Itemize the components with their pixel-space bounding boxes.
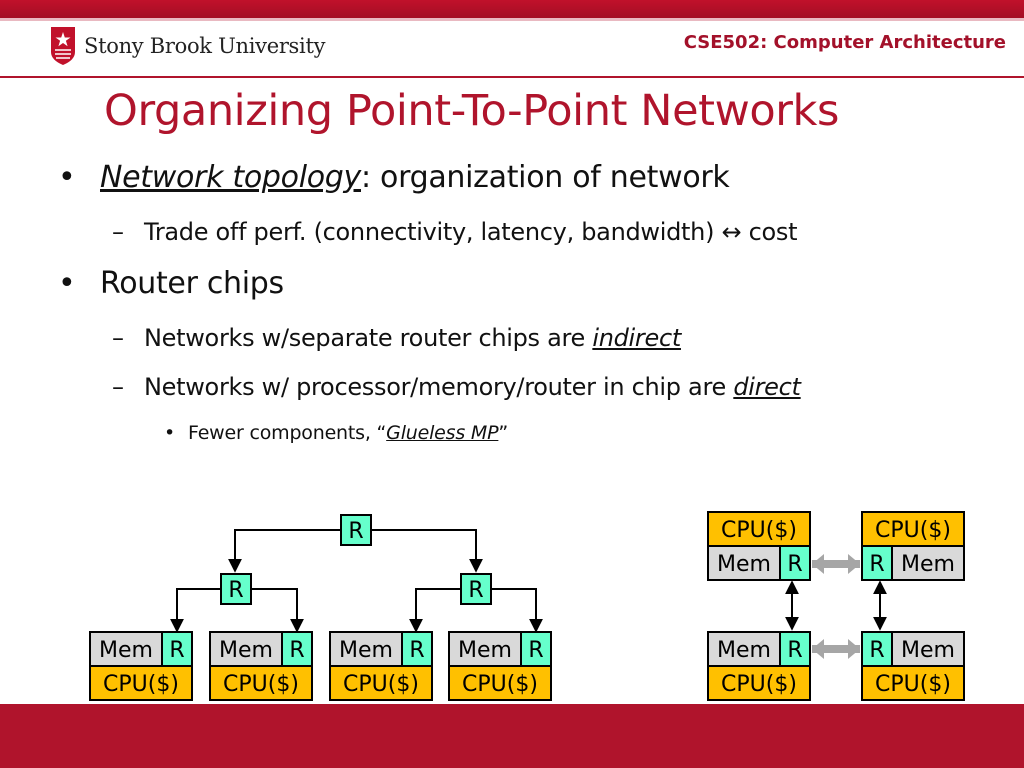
link-left-router-to-node-2	[251, 589, 297, 630]
bullet-text: : organization of network	[361, 160, 730, 195]
indirect-node-1-cpu-label: CPU($)	[103, 672, 179, 697]
left-router-label: R	[228, 578, 244, 603]
direct-node-br-cpu	[862, 666, 964, 700]
bullet-text: Networks w/ processor/memory/router in chip are	[144, 373, 734, 401]
bullet-dash: –	[112, 324, 124, 352]
direct-node-tl-router-label: R	[787, 552, 803, 577]
indirect-node-3-memory-label: Mem	[339, 638, 393, 663]
direct-node-br-cpu-label: CPU($)	[875, 672, 951, 697]
bullet-dot: •	[164, 422, 176, 444]
indirect-node-2-cpu	[210, 666, 312, 700]
direct-node-br-memory-label: Mem	[901, 638, 955, 663]
bullet-text: Router chips	[100, 266, 284, 301]
left-router	[221, 574, 251, 604]
direct-node-tr-router-label: R	[869, 552, 885, 577]
indirect-node-3-cpu-label: CPU($)	[343, 672, 419, 697]
indirect-node-1-memory-label: Mem	[99, 638, 153, 663]
direct-node-tr-router	[862, 546, 892, 580]
direct-node-bl-memory-label: Mem	[717, 638, 771, 663]
indirect-node-4-cpu-label: CPU($)	[462, 672, 538, 697]
direct-node-br-router	[862, 632, 892, 666]
direct-node-tr-cpu-label: CPU($)	[875, 518, 951, 543]
indirect-node-1-router	[162, 632, 192, 666]
direct-node-br-router-label: R	[869, 638, 885, 663]
indirect-node-4-cpu	[449, 666, 551, 700]
bullet-text: Networks w/separate router chips are	[144, 324, 593, 352]
direct-node-bl-cpu-label: CPU($)	[721, 672, 797, 697]
course-title: CSE502: Computer Architecture	[683, 32, 1006, 53]
direct-node-tl-memory	[708, 546, 780, 580]
link-root-to-right-router	[371, 530, 476, 570]
link-root-to-left-router	[235, 530, 341, 570]
right-router-label: R	[468, 578, 484, 603]
indirect-node-2-router	[282, 632, 312, 666]
link-direct-bottom-horizontal-head	[812, 639, 824, 659]
indirect-node-1-router-label: R	[169, 638, 185, 663]
direct-node-tl-router	[780, 546, 810, 580]
bullet-text: Fewer components, “	[188, 422, 387, 444]
network-nodes	[90, 512, 964, 700]
bullet-dot: •	[58, 160, 76, 195]
bullet-dash: –	[112, 218, 124, 246]
indirect-node-3-router-label: R	[409, 638, 425, 663]
term-network-topology: Network topology	[100, 160, 361, 195]
direct-node-tl-cpu-label: CPU($)	[721, 518, 797, 543]
link-right-router-to-node-4	[491, 589, 536, 630]
bullet-text: ”	[498, 422, 509, 444]
direct-node-bl-router	[780, 632, 810, 666]
indirect-node-2-memory	[210, 632, 282, 666]
direct-node-tr-memory	[892, 546, 964, 580]
term-indirect: indirect	[592, 324, 681, 352]
indirect-node-3-cpu	[330, 666, 432, 700]
indirect-node-2-router-label: R	[289, 638, 305, 663]
term-direct: direct	[733, 373, 801, 401]
direct-node-tr-cpu	[862, 512, 964, 546]
indirect-node-4-router	[521, 632, 551, 666]
direct-node-tr-memory-label: Mem	[901, 552, 955, 577]
indirect-node-2-cpu-label: CPU($)	[223, 672, 299, 697]
direct-node-tl-cpu	[708, 512, 810, 546]
term-glueless-mp: Glueless MP	[386, 422, 499, 444]
direct-node-br-memory	[892, 632, 964, 666]
direct-node-tl-memory-label: Mem	[717, 552, 771, 577]
university-name: Stony Brook University	[84, 34, 326, 58]
direct-node-bl-router-label: R	[787, 638, 803, 663]
link-right-router-to-node-3	[416, 589, 461, 630]
indirect-node-2-memory-label: Mem	[219, 638, 273, 663]
bullet-text: Trade off perf. (connectivity, latency, bandwidth) ↔ cost	[144, 218, 798, 246]
indirect-node-1-cpu	[90, 666, 192, 700]
indirect-node-4-memory	[449, 632, 521, 666]
link-direct-top-horizontal-head	[848, 554, 860, 574]
indirect-node-1-memory	[90, 632, 162, 666]
link-left-router-to-node-1	[177, 589, 221, 630]
direct-node-bl-memory	[708, 632, 780, 666]
indirect-node-4-memory-label: Mem	[458, 638, 512, 663]
slide-title: Organizing Point-To-Point Networks	[104, 86, 840, 136]
link-direct-top-horizontal-head	[812, 554, 824, 574]
root-router	[341, 515, 371, 545]
bullet-dash: –	[112, 373, 124, 401]
direct-node-bl-cpu	[708, 666, 810, 700]
indirect-node-3-router	[402, 632, 432, 666]
indirect-node-3-memory	[330, 632, 402, 666]
root-router-label: R	[348, 519, 364, 544]
indirect-node-4-router-label: R	[528, 638, 544, 663]
bottom-banner	[0, 704, 1024, 768]
link-direct-bottom-horizontal-head	[848, 639, 860, 659]
right-router	[461, 574, 491, 604]
bullet-dot: •	[58, 266, 76, 301]
